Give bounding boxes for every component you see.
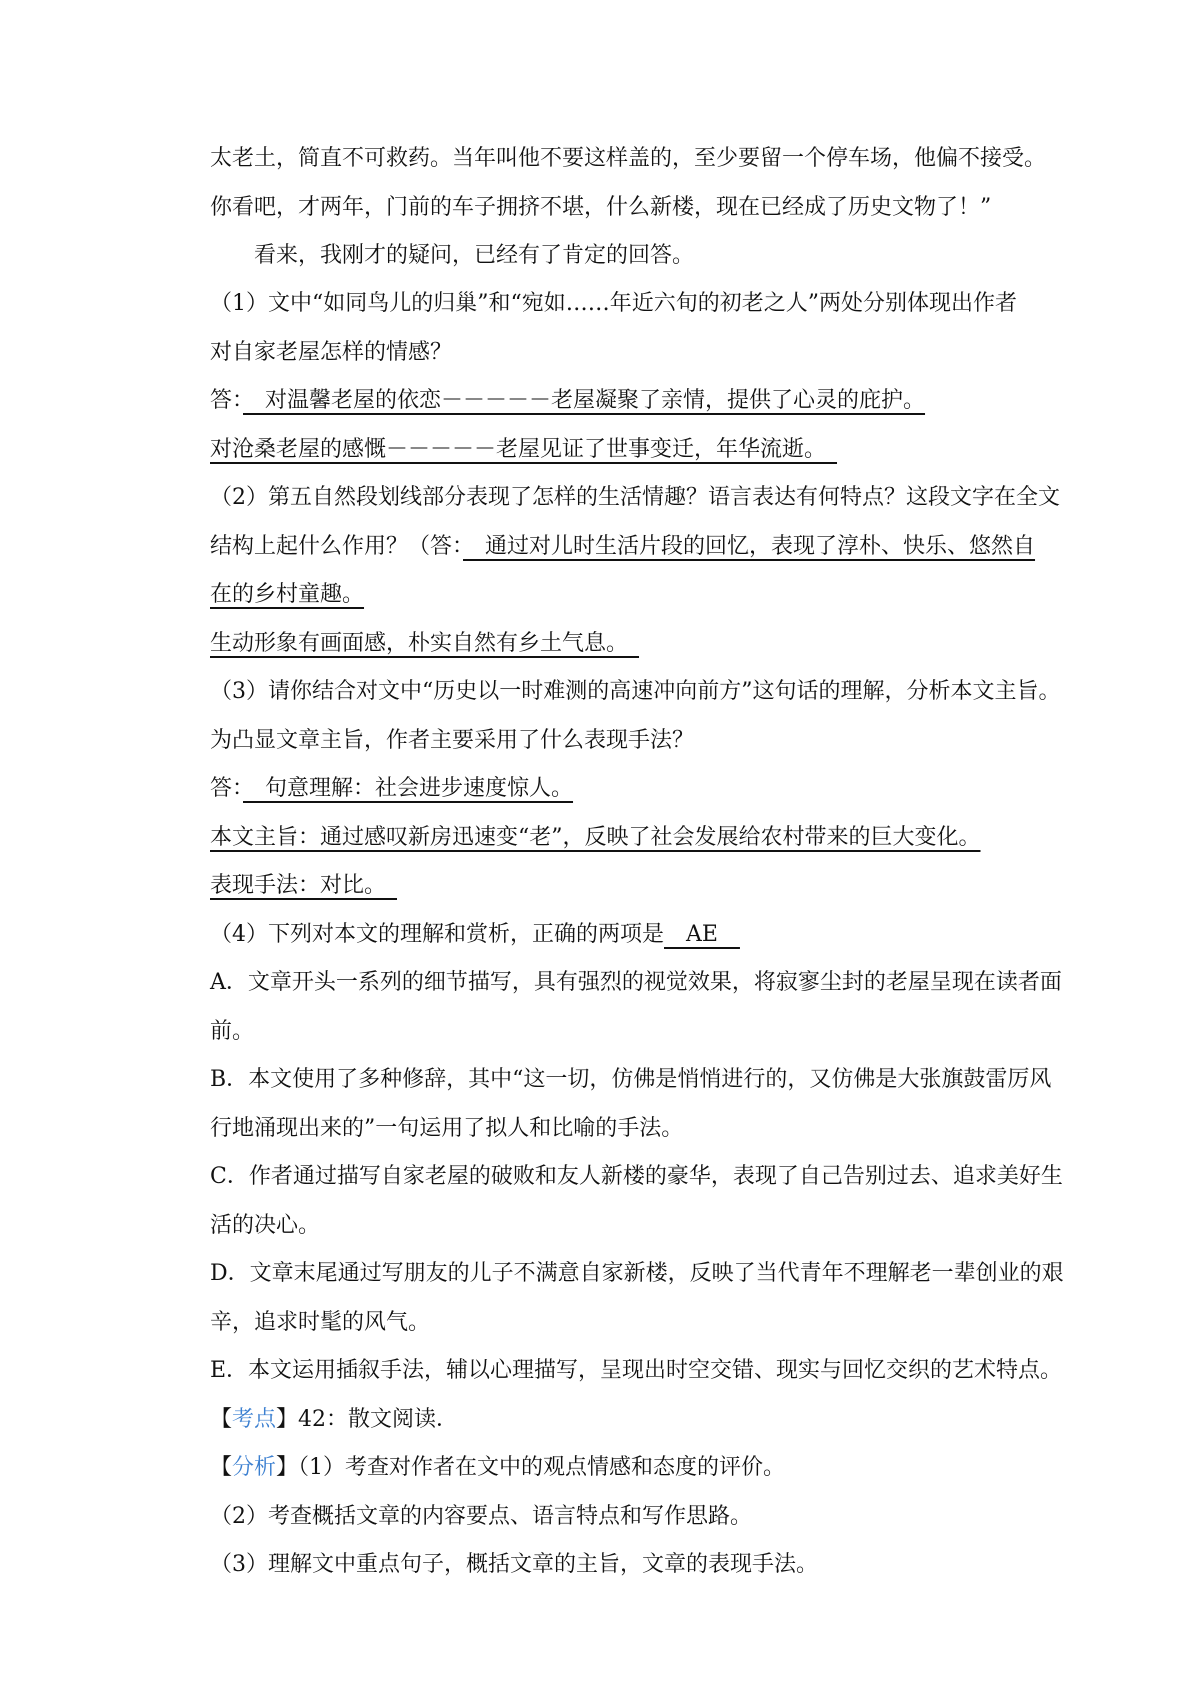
q4-option-d-line-2: 辛，追求时髦的风气。 — [210, 1310, 431, 1335]
passage-line-2: 你看吧，才两年，门前的车子拥挤不堪，什么新楼，现在已经成了历史文物了！” — [210, 195, 992, 220]
q3-answer-line-3: 表现手法：对比。 — [210, 873, 398, 898]
q3-answer-line-1 — [210, 774, 573, 804]
q1-stem-line-1: （1）文中“如同鸟儿的归巢”和“宛如……年近六旬的初老之人”两处分别体现出作者 — [210, 291, 1017, 316]
fenxi-text-1: （1）考查对作者在文中的观点情感和态度的评价。 — [298, 1455, 786, 1480]
q2-answer-text-1: 通过对儿时生活片段的回忆，表现了淳朴、快乐、悠然自 — [463, 534, 1036, 559]
kaodian-line — [210, 1405, 458, 1435]
q4-option-d-line-1: D．文章末尾通过写朋友的儿子不满意自家新楼，反映了当代青年不理解老一辈创业的艰 — [210, 1261, 1064, 1286]
q4-option-c-line-2: 活的决心。 — [210, 1213, 321, 1238]
q4-answer: AE — [664, 922, 740, 947]
kaodian-label: 考点 — [232, 1407, 277, 1432]
q3-stem-line-1: （3）请你结合对文中“历史以一时难测的高速冲向前方”这句话的理解，分析本文主旨。 — [210, 679, 1061, 704]
q4-option-e-line-1: E．本文运用插叙手法，辅以心理描写，呈现出时空交错、现实与回忆交织的艺术特点。 — [210, 1358, 1063, 1383]
q2-stem-prefix: 结构上起什么作用？（答： — [210, 534, 464, 559]
passage-line-3: 看来，我刚才的疑问，已经有了肯定的回答。 — [254, 243, 695, 268]
q4-option-b-line-2: 行地涌现出来的”一句运用了拟人和比喻的手法。 — [210, 1116, 684, 1141]
passage-line-1: 太老土，简直不可救药。当年叫他不要这样盖的，至少要留一个停车场，他偏不接受。 — [210, 146, 1047, 171]
answer-prefix: 答： — [210, 776, 244, 801]
fenxi-bracket-close: 】 — [276, 1455, 299, 1480]
q4-option-a-line-1: A．文章开头一系列的细节描写，具有强烈的视觉效果，将寂寥尘封的老屋呈现在读者面 — [210, 970, 1062, 995]
fenxi-line-1 — [210, 1453, 785, 1483]
q4-stem-text: （4）下列对本文的理解和赏析，正确的两项是 — [210, 922, 664, 947]
q3-answer-line-2: 本文主旨：通过感叹新房迅速变“老”，反映了社会发展给农村带来的巨大变化。 — [210, 825, 981, 850]
fenxi-line-2: （2）考查概括文章的内容要点、语言特点和写作思路。 — [210, 1504, 752, 1529]
q1-answer-text-1: 对温馨老屋的依恋－－－－－老屋凝聚了亲情，提供了心灵的庇护。 — [243, 388, 926, 413]
q3-answer-text-1: 句意理解：社会进步速度惊人。 — [243, 776, 574, 801]
q2-answer-line-3: 生动形象有画面感，朴实自然有乡土气息。 — [210, 631, 640, 656]
kaodian-bracket-close: 】 — [276, 1407, 299, 1432]
q2-answer-line-2: 在的乡村童趣。 — [210, 582, 365, 607]
kaodian-text: 42：散文阅读． — [298, 1407, 459, 1432]
q3-stem-line-2: 为凸显文章主旨，作者主要采用了什么表现手法？ — [210, 728, 695, 753]
q2-stem-line-2 — [210, 532, 1035, 562]
fenxi-line-3: （3）理解文中重点句子，概括文章的主旨，文章的表现手法。 — [210, 1552, 818, 1577]
fenxi-bracket-open: 【 — [210, 1455, 233, 1480]
q1-answer-line-2: 对沧桑老屋的感慨－－－－－老屋见证了世事变迁，年华流逝。 — [210, 437, 838, 462]
q4-option-c-line-1: C．作者通过描写自家老屋的破败和友人新楼的豪华，表现了自己告别过去、追求美好生 — [210, 1164, 1063, 1189]
kaodian-bracket-open: 【 — [210, 1407, 233, 1432]
q2-stem-line-1: （2）第五自然段划线部分表现了怎样的生活情趣？语言表达有何特点？这段文字在全文 — [210, 485, 1060, 510]
answer-prefix: 答： — [210, 388, 244, 413]
q1-stem-line-2: 对自家老屋怎样的情感？ — [210, 340, 453, 365]
q4-stem — [210, 920, 740, 950]
q4-option-a-line-2: 前。 — [210, 1019, 255, 1044]
q4-option-b-line-1: B．本文使用了多种修辞，其中“这一切，仿佛是悄悄进行的，又仿佛是大张旗鼓雷厉风 — [210, 1067, 1052, 1092]
q1-answer-line-1 — [210, 386, 925, 416]
fenxi-label: 分析 — [232, 1455, 277, 1480]
